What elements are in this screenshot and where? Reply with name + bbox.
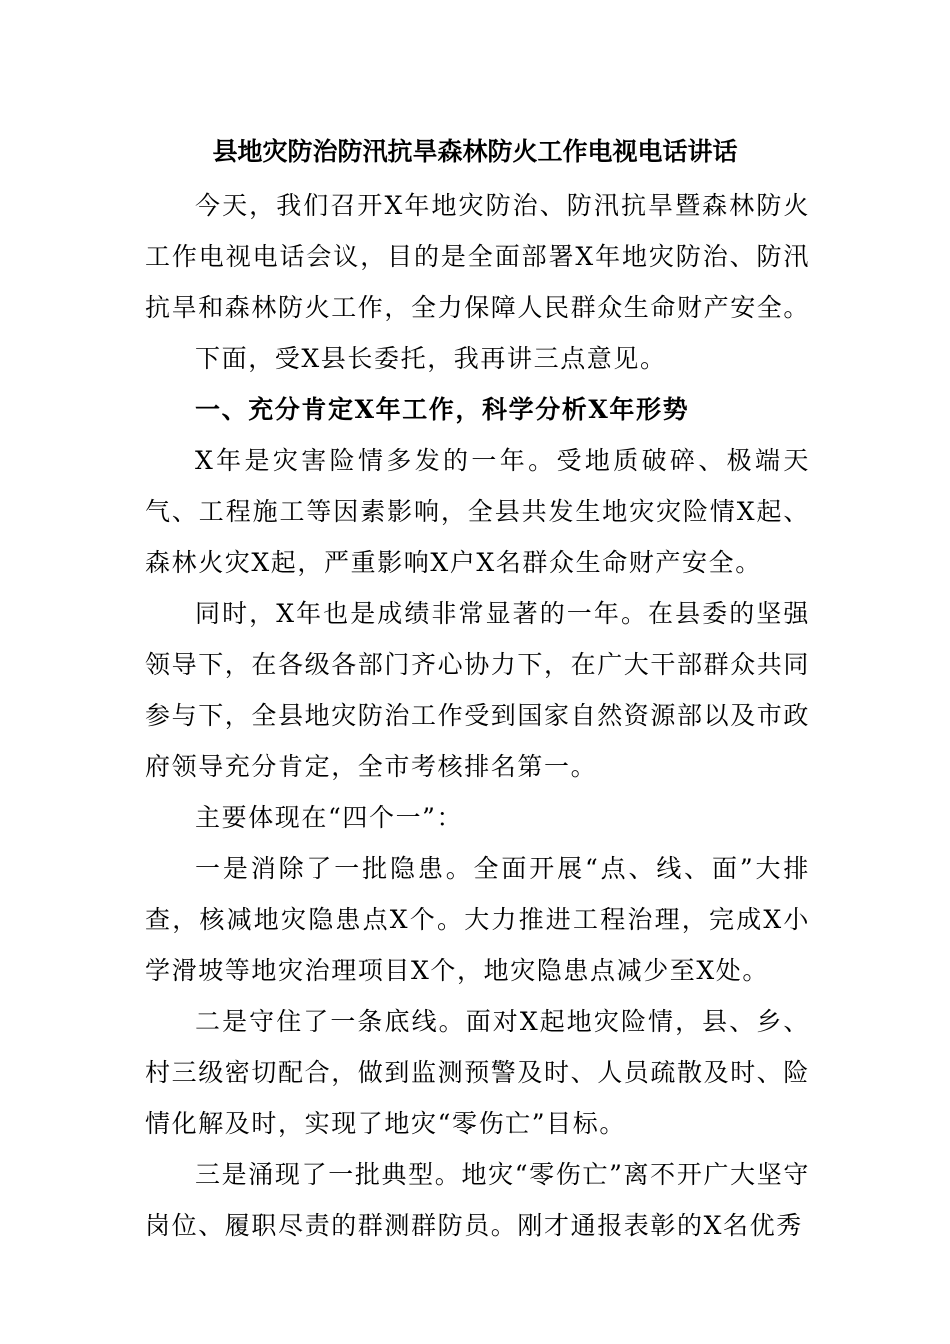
paragraph-achievements: 同时，X年也是成绩非常显著的一年。在县委的坚强领导下，在各级各部门齐心协力下，在广大干部群众共同参与下，全县地灾防治工作受到国家自然资源部以及市政府领导充分肯定，全市考核排名第一。 <box>145 599 811 781</box>
document-body <box>145 180 810 1251</box>
paragraph-point-3: 三是涌现了一批典型。地灾“零伤亡”离不开广大坚守岗位、履职尽责的群测群防员。刚才通报表彰的X名优秀 <box>145 1160 810 1240</box>
paragraph-disasters: X年是灾害险情多发的一年。受地质破碎、极端天气、工程施工等因素影响，全县共发生地灾灾险情X起、森林火灾X起，严重影响X户X名群众生命财产安全。 <box>145 446 810 577</box>
paragraph-point-1: 一是消除了一批隐患。全面开展“点、线、面”大排查，核减地灾隐患点X个。大力推进工程治理，完成X小学滑坡等地灾治理项目X个，地灾隐患点减少至X处。 <box>145 854 810 985</box>
paragraph-opening: 今天，我们召开X年地灾防治、防汛抗旱暨森林防火工作电视电话会议，目的是全面部署X年地灾防治、防汛抗旱和森林防火工作，全力保障人民群众生命财产安全。 <box>145 191 811 322</box>
paragraph-point-2: 二是守住了一条底线。面对X起地灾险情，县、乡、村三级密切配合，做到监测预警及时、人员疏散及时、险情化解及时，实现了地灾“零伤亡”目标。 <box>145 1007 811 1138</box>
section-heading-1: 一、充分肯定X年工作，科学分析X年形势 <box>195 395 690 424</box>
document-title: 县地灾防治防汛抗旱森林防火工作电视电话讲话 <box>212 137 738 166</box>
paragraph-intro: 下面，受X县长委托，我再讲三点意见。 <box>195 344 667 373</box>
paragraph-four-ones: 主要体现在“四个一”： <box>195 803 464 832</box>
